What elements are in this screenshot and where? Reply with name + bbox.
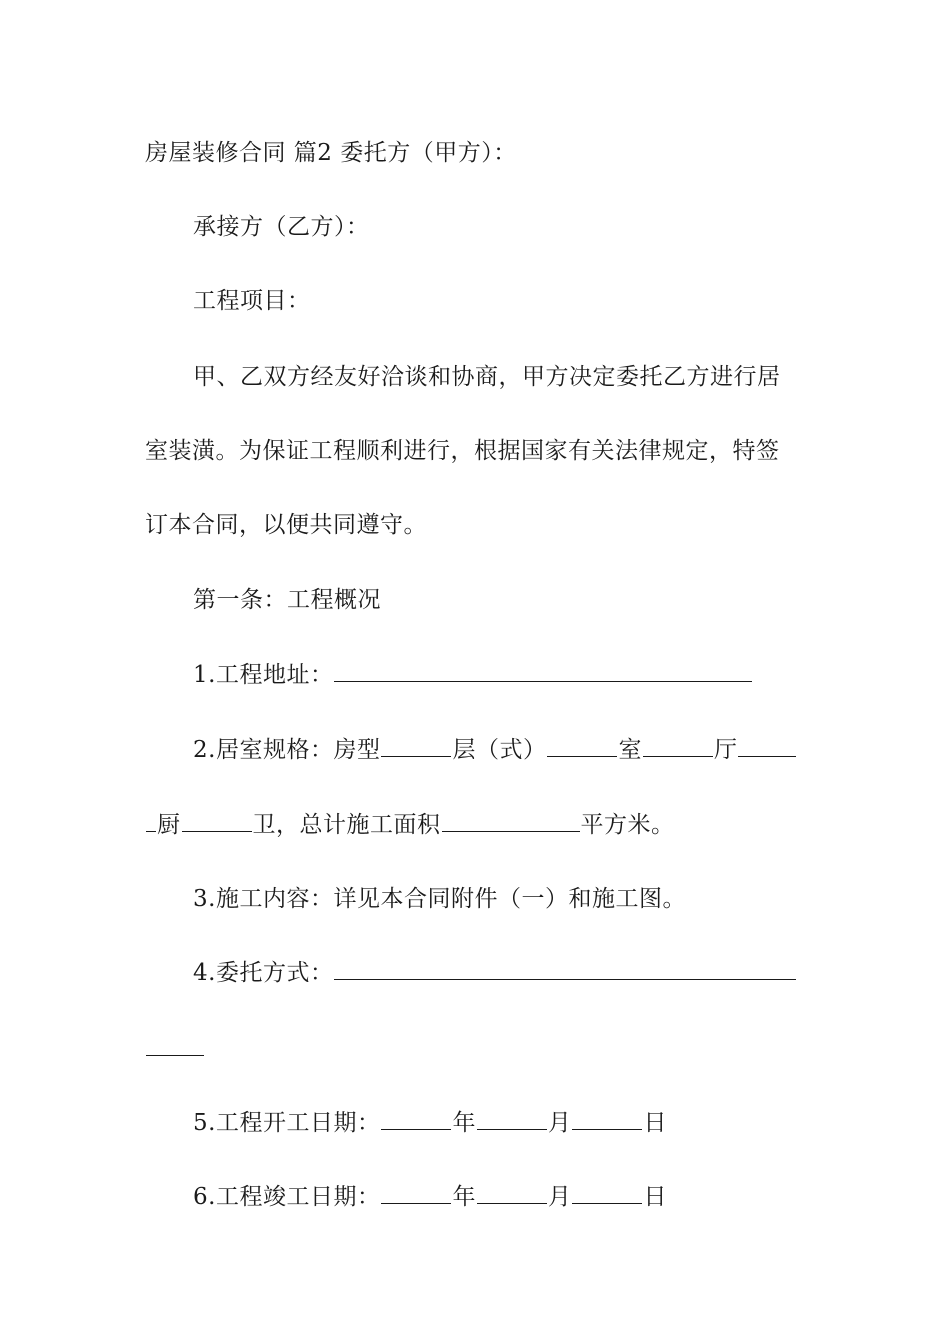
method-blank-a	[334, 959, 796, 980]
contract-heading: 房屋装修合同 篇2 委托方（甲方）：	[145, 140, 517, 166]
sqm-text: 平方米。	[580, 812, 675, 838]
hall-text: 厅	[713, 737, 738, 763]
item-2-label: 2.居室规格：房型	[193, 737, 381, 763]
item-6-end-date	[193, 1182, 810, 1212]
start-year-unit: 年	[452, 1110, 476, 1136]
end-month-unit: 月	[547, 1184, 572, 1210]
intro-line-3: 订本合同，以便共同遵守。	[145, 512, 427, 538]
item-1-address	[193, 660, 810, 690]
start-day-blank	[572, 1109, 642, 1130]
item-3-content: 3.施工内容：详见本合同附件（一）和施工图。	[193, 886, 686, 912]
item-5-start-date	[193, 1108, 810, 1138]
item-6-label: 6.工程竣工日期：	[193, 1184, 381, 1210]
floor-blank	[381, 736, 451, 757]
item-4-method	[193, 958, 810, 988]
start-month-blank	[477, 1109, 547, 1130]
end-month-blank	[477, 1183, 547, 1204]
party-b-line: 承接方（乙方）：	[193, 214, 370, 240]
item-5-label: 5.工程开工日期：	[193, 1110, 381, 1136]
end-year-unit: 年	[452, 1184, 476, 1210]
kitchen-blank-a	[738, 736, 796, 757]
item-2-room-spec	[193, 735, 810, 765]
start-month-unit: 月	[547, 1110, 572, 1136]
article-1-title: 第一条：工程概况	[193, 587, 381, 613]
intro-line-1: 甲、乙双方经友好洽谈和协商，甲方决定委托乙方进行居	[193, 364, 781, 390]
kitchen-text: 厨	[157, 812, 181, 838]
item-2-continued	[145, 810, 810, 840]
room-blank	[547, 736, 617, 757]
hall-blank	[643, 736, 713, 757]
end-day-unit: 日	[643, 1184, 667, 1210]
bath-text: 卫，总计施工面积	[252, 812, 441, 838]
start-year-blank	[381, 1109, 451, 1130]
room-text: 室	[618, 737, 642, 763]
method-blank-b	[146, 1035, 204, 1056]
address-blank	[334, 661, 752, 682]
floor-text: 层（式）	[452, 737, 547, 763]
kitchen-blank-b	[146, 811, 156, 832]
item-1-label: 1.工程地址：	[193, 662, 334, 688]
item-4-continued	[145, 1034, 810, 1064]
bath-blank	[182, 811, 252, 832]
area-blank	[442, 811, 580, 832]
end-year-blank	[381, 1183, 451, 1204]
project-line: 工程项目：	[193, 288, 311, 314]
item-4-label: 4.委托方式：	[193, 960, 334, 986]
intro-line-2: 室装潢。为保证工程顺利进行，根据国家有关法律规定，特签	[145, 438, 780, 464]
start-day-unit: 日	[643, 1110, 667, 1136]
end-day-blank	[572, 1183, 642, 1204]
